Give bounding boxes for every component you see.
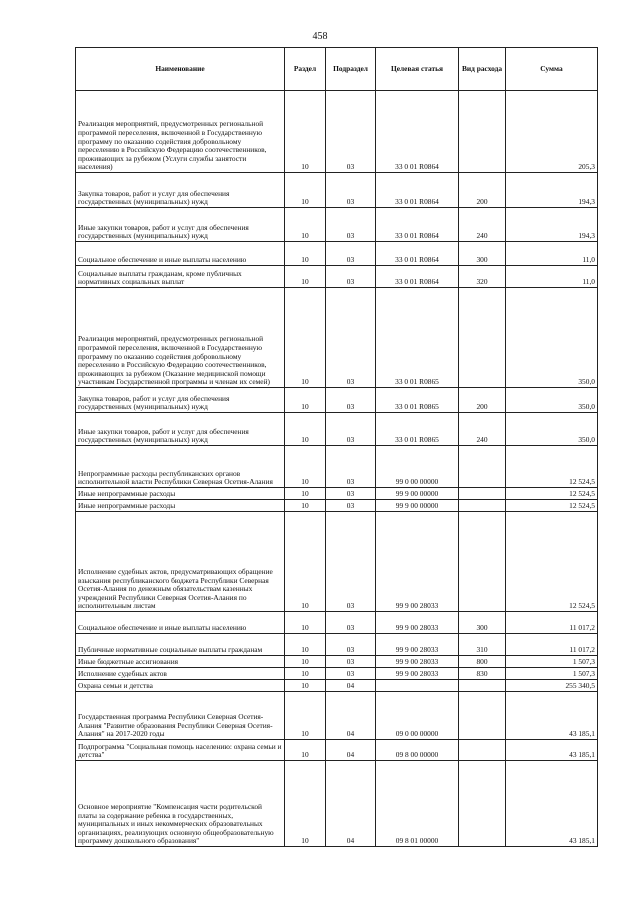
row-target-cell (376, 680, 459, 692)
budget-table (75, 47, 598, 847)
row-expense-type-cell: 200 (459, 173, 506, 208)
row-expense-type-cell: 310 (459, 634, 506, 656)
row-expense-type-cell: 300 (459, 242, 506, 266)
row-name-cell: Исполнение судебных актов (76, 668, 285, 680)
header-amount: Сумма (506, 48, 598, 91)
row-amount-cell: 350,0 (506, 288, 598, 388)
table-row (76, 488, 598, 500)
row-name-cell: Государственная программа Республики Северная Осетия-Алания "Развитие образования Республики Северная Осетия-Алания" на 2017-2020 годы (76, 692, 285, 740)
row-subsection-cell: 03 (326, 91, 376, 173)
header-subsection: Подраздел (326, 48, 376, 91)
row-subsection-cell: 03 (326, 173, 376, 208)
row-target-cell: 33 0 01 R0864 (376, 173, 459, 208)
row-target-cell: 99 9 00 28033 (376, 634, 459, 656)
row-expense-type-cell: 800 (459, 656, 506, 668)
row-target-cell: 99 0 00 00000 (376, 446, 459, 488)
row-section-cell: 10 (285, 266, 326, 288)
row-target-cell: 99 9 00 00000 (376, 488, 459, 500)
row-target-cell: 99 9 00 28033 (376, 512, 459, 612)
row-amount-cell: 43 185,1 (506, 740, 598, 761)
row-amount-cell: 255 340,5 (506, 680, 598, 692)
row-name-cell: Иные непрограммные расходы (76, 500, 285, 512)
row-subsection-cell: 03 (326, 266, 376, 288)
header-expense-type: Вид расхода (459, 48, 506, 91)
row-section-cell: 10 (285, 668, 326, 680)
row-amount-cell: 194,3 (506, 173, 598, 208)
row-subsection-cell: 03 (326, 242, 376, 266)
row-section-cell: 10 (285, 288, 326, 388)
row-subsection-cell: 04 (326, 692, 376, 740)
row-target-cell: 99 9 00 00000 (376, 500, 459, 512)
row-name-cell: Социальное обеспечение и иные выплаты населению (76, 242, 285, 266)
row-section-cell: 10 (285, 612, 326, 634)
row-target-cell: 09 8 01 00000 (376, 761, 459, 847)
row-amount-cell: 12 524,5 (506, 512, 598, 612)
row-section-cell: 10 (285, 242, 326, 266)
row-amount-cell: 11 017,2 (506, 634, 598, 656)
row-section-cell: 10 (285, 680, 326, 692)
row-subsection-cell: 03 (326, 500, 376, 512)
row-section-cell: 10 (285, 173, 326, 208)
header-name: Наименование (76, 48, 285, 91)
row-amount-cell: 1 507,3 (506, 668, 598, 680)
row-name-cell: Публичные нормативные социальные выплаты гражданам (76, 634, 285, 656)
table-row (76, 680, 598, 692)
row-section-cell: 10 (285, 446, 326, 488)
row-target-cell: 09 8 00 00000 (376, 740, 459, 761)
table-row (76, 173, 598, 208)
row-amount-cell: 350,0 (506, 413, 598, 446)
table-row (76, 692, 598, 740)
row-subsection-cell: 03 (326, 488, 376, 500)
table-row (76, 91, 598, 173)
table-row (76, 634, 598, 656)
row-section-cell: 10 (285, 208, 326, 242)
row-amount-cell: 43 185,1 (506, 761, 598, 847)
table-row (76, 208, 598, 242)
row-expense-type-cell (459, 740, 506, 761)
row-target-cell: 33 0 01 R0864 (376, 242, 459, 266)
table-row (76, 740, 598, 761)
row-expense-type-cell: 320 (459, 266, 506, 288)
row-amount-cell: 205,3 (506, 91, 598, 173)
row-expense-type-cell (459, 288, 506, 388)
row-name-cell: Охрана семьи и детства (76, 680, 285, 692)
row-expense-type-cell: 300 (459, 612, 506, 634)
row-name-cell: Социальные выплаты гражданам, кроме публичных нормативных социальных выплат (76, 266, 285, 288)
row-amount-cell: 11 017,2 (506, 612, 598, 634)
row-target-cell: 99 9 00 28033 (376, 668, 459, 680)
row-amount-cell: 12 524,5 (506, 500, 598, 512)
row-target-cell: 09 0 00 00000 (376, 692, 459, 740)
table-row (76, 388, 598, 413)
row-section-cell: 10 (285, 761, 326, 847)
row-subsection-cell: 03 (326, 612, 376, 634)
row-target-cell: 33 0 01 R0864 (376, 266, 459, 288)
row-section-cell: 10 (285, 740, 326, 761)
row-expense-type-cell (459, 91, 506, 173)
table-row (76, 242, 598, 266)
row-subsection-cell: 03 (326, 446, 376, 488)
row-target-cell: 33 0 01 R0865 (376, 413, 459, 446)
row-name-cell: Закупка товаров, работ и услуг для обеспечения государственных (муниципальных) нужд (76, 173, 285, 208)
table-row (76, 266, 598, 288)
row-amount-cell: 43 185,1 (506, 692, 598, 740)
table-row (76, 413, 598, 446)
row-section-cell: 10 (285, 388, 326, 413)
row-target-cell: 33 0 01 R0864 (376, 208, 459, 242)
row-subsection-cell: 03 (326, 668, 376, 680)
row-name-cell: Социальное обеспечение и иные выплаты населению (76, 612, 285, 634)
row-section-cell: 10 (285, 91, 326, 173)
row-name-cell: Непрограммные расходы республиканских органов исполнительной власти Республики Северная Осетия-Алания (76, 446, 285, 488)
row-expense-type-cell (459, 680, 506, 692)
table-body (76, 91, 598, 847)
table-row (76, 656, 598, 668)
row-subsection-cell: 03 (326, 208, 376, 242)
row-target-cell: 33 0 01 R0865 (376, 388, 459, 413)
row-amount-cell: 350,0 (506, 388, 598, 413)
header-section: Раздел (285, 48, 326, 91)
row-expense-type-cell (459, 512, 506, 612)
row-amount-cell: 1 507,3 (506, 656, 598, 668)
row-section-cell: 10 (285, 500, 326, 512)
row-name-cell: Основное мероприятие "Компенсация части родительской платы за содержание ребенка в государственных, муниципальных и иных некоммерческих образовательных организациях, реализующих основную общеобразовательную программу дошкольного образования" (76, 761, 285, 847)
row-expense-type-cell (459, 446, 506, 488)
row-expense-type-cell (459, 500, 506, 512)
row-name-cell: Исполнение судебных актов, предусматривающих обращение взыскания республиканского бюджета Республики Северная Осетия-Алания по денежным обязательствам казенных учреждений Республики Северная Осетия-Алания по исполнительным листам (76, 512, 285, 612)
row-name-cell: Иные непрограммные расходы (76, 488, 285, 500)
row-expense-type-cell (459, 488, 506, 500)
table-row (76, 612, 598, 634)
row-amount-cell: 194,3 (506, 208, 598, 242)
row-amount-cell: 11,0 (506, 242, 598, 266)
row-section-cell: 10 (285, 512, 326, 612)
row-section-cell: 10 (285, 692, 326, 740)
row-expense-type-cell: 830 (459, 668, 506, 680)
row-subsection-cell: 04 (326, 680, 376, 692)
row-section-cell: 10 (285, 656, 326, 668)
row-expense-type-cell (459, 692, 506, 740)
row-subsection-cell: 03 (326, 656, 376, 668)
row-subsection-cell: 03 (326, 512, 376, 612)
row-subsection-cell: 03 (326, 634, 376, 656)
row-target-cell: 33 0 01 R0865 (376, 288, 459, 388)
row-expense-type-cell (459, 761, 506, 847)
row-name-cell: Иные бюджетные ассигнования (76, 656, 285, 668)
table-row (76, 512, 598, 612)
row-name-cell: Иные закупки товаров, работ и услуг для обеспечения государственных (муниципальных) нужд (76, 208, 285, 242)
row-subsection-cell: 03 (326, 288, 376, 388)
row-expense-type-cell: 240 (459, 413, 506, 446)
table-row (76, 500, 598, 512)
row-name-cell: Подпрограмма "Социальная помощь населению: охрана семьи и детства" (76, 740, 285, 761)
page-number: 458 (312, 31, 328, 42)
row-expense-type-cell: 200 (459, 388, 506, 413)
row-amount-cell: 12 524,5 (506, 446, 598, 488)
row-subsection-cell: 03 (326, 413, 376, 446)
table-row (76, 668, 598, 680)
row-target-cell: 99 9 00 28033 (376, 656, 459, 668)
row-subsection-cell: 04 (326, 740, 376, 761)
row-name-cell: Реализация мероприятий, предусмотренных региональной программой переселения, включенной в Государственную программу по оказанию содействия добровольному переселению в Российскую Федерацию соотечественников, проживающих за рубежом (Оказание медицинской помощи участникам Государственной программы и членам их семей) (76, 288, 285, 388)
table-header-row (76, 48, 598, 91)
row-subsection-cell: 04 (326, 761, 376, 847)
row-expense-type-cell: 240 (459, 208, 506, 242)
row-amount-cell: 12 524,5 (506, 488, 598, 500)
row-section-cell: 10 (285, 413, 326, 446)
row-name-cell: Иные закупки товаров, работ и услуг для обеспечения государственных (муниципальных) нужд (76, 413, 285, 446)
row-target-cell: 99 9 00 28033 (376, 612, 459, 634)
table-row (76, 288, 598, 388)
row-target-cell: 33 0 01 R0864 (376, 91, 459, 173)
table-row (76, 761, 598, 847)
row-subsection-cell: 03 (326, 388, 376, 413)
row-amount-cell: 11,0 (506, 266, 598, 288)
row-section-cell: 10 (285, 488, 326, 500)
row-name-cell: Закупка товаров, работ и услуг для обеспечения государственных (муниципальных) нужд (76, 388, 285, 413)
row-name-cell: Реализация мероприятий, предусмотренных региональной программой переселения, включенной в Государственную программу по оказанию содействия добровольному переселению в Российскую Федерацию соотечественников, проживающих за рубежом (Услуги службы занятости населения) (76, 91, 285, 173)
table-row (76, 446, 598, 488)
header-target: Целевая статья (376, 48, 459, 91)
row-section-cell: 10 (285, 634, 326, 656)
